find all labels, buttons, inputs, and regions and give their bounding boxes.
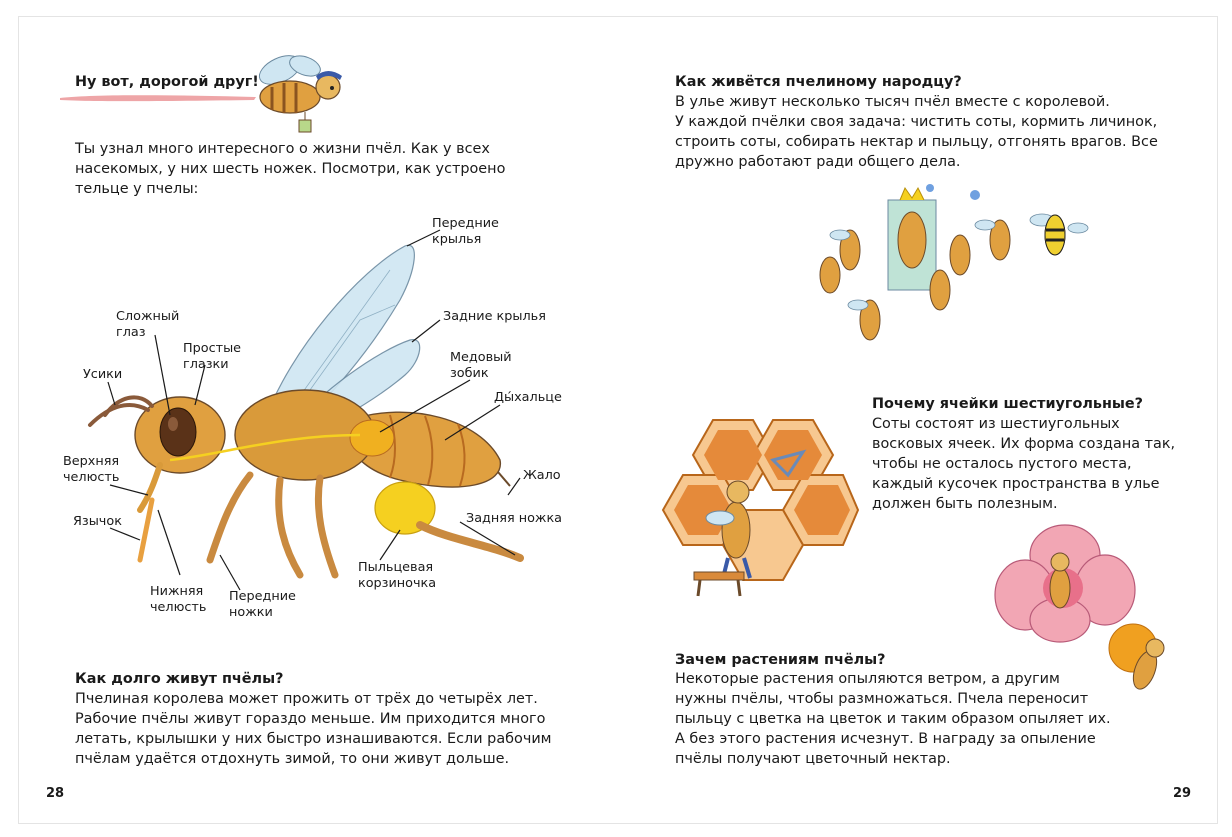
label-hind-wings <box>443 309 546 325</box>
lifespan-line: Рабочие пчёлы живут гораздо меньше. Им приходится много <box>75 711 546 727</box>
intro-line: Ты узнал много интересного о жизни пчёл. Как у всех <box>75 141 490 157</box>
hex-line: должен быть полезным. <box>872 496 1058 512</box>
colony-line: строить соты, собирать нектар и пыльцу, отгонять врагов. Все <box>675 134 1158 150</box>
lifespan-line: пчёлам удаётся отдохнуть зимой, то они живут дольше. <box>75 751 510 767</box>
brush-stroke <box>58 92 258 104</box>
label-front-legs <box>229 589 296 621</box>
label-text: Усики <box>83 367 123 382</box>
page-number-right: 29 <box>1173 786 1192 801</box>
colony-line: дружно работают ради общего дела. <box>675 154 961 170</box>
label-spiracle <box>494 390 562 406</box>
plants-line: нужны пчёлы, чтобы размножаться. Пчела переносит <box>675 691 1089 707</box>
honeycomb-illustration <box>658 400 868 610</box>
lifespan-heading: Как долго живут пчёлы? <box>75 671 284 687</box>
label-text: Ды́хальце <box>494 390 562 405</box>
hex-heading: Почему ячейки шестиугольные? <box>872 396 1144 412</box>
label-text: Верхняя <box>63 454 120 469</box>
colony-heading: Как живётся пчелиному народцу? <box>675 74 962 90</box>
hex-line: восковых ячеек. Их форма создана так, <box>872 436 1176 452</box>
label-text: зобик <box>450 366 489 381</box>
label-text: Нижняя <box>150 584 204 599</box>
intro-line: насекомых, у них шесть ножек. Посмотри, как устроено <box>75 161 506 177</box>
label-text: глазки <box>183 357 229 372</box>
label-simple-eyes <box>183 341 241 373</box>
bee-colony-illustration <box>810 180 1110 370</box>
label-text: Пыльцевая <box>358 560 434 575</box>
label-tongue <box>73 514 122 530</box>
label-text: корзиночка <box>358 576 437 591</box>
hex-line: чтобы не осталось пустого места, <box>872 456 1132 472</box>
intro-line: тельце у пчелы: <box>75 181 199 197</box>
label-text: Задние крылья <box>443 309 546 324</box>
label-text: челюсть <box>150 600 207 615</box>
page-number-left: 28 <box>46 786 65 801</box>
label-text: Передние <box>432 216 499 231</box>
label-text: челюсть <box>63 470 120 485</box>
label-upper-jaw <box>63 454 119 486</box>
label-front-wings <box>432 216 499 248</box>
plants-line: пыльцу с цветка на цветок и таким образом опыляет их. <box>675 711 1111 727</box>
plants-line: А без этого растения исчезнут. В награду за опыление <box>675 731 1096 747</box>
hex-line: каждый кусочек пространства в улье <box>872 476 1160 492</box>
label-compound-eye <box>116 309 179 341</box>
hex-line: Соты состоят из шестиугольных <box>872 416 1120 432</box>
label-pollen-basket <box>358 560 436 592</box>
label-text: Жало <box>523 468 561 483</box>
colony-line: В улье живут несколько тысяч пчёл вместе с королевой. <box>675 94 1110 110</box>
colony-line: У каждой пчёлки своя задача: чистить соты, кормить личинок, <box>675 114 1158 130</box>
label-text: глаз <box>116 325 146 340</box>
label-text: Передние <box>229 589 296 604</box>
label-honey-stomach <box>450 350 512 382</box>
plants-line: Некоторые растения опыляются ветром, а другим <box>675 671 1060 687</box>
label-text: Медовый <box>450 350 512 365</box>
label-text: крылья <box>432 232 482 247</box>
label-text: Язычок <box>73 514 122 529</box>
label-text: Сложный <box>116 309 180 324</box>
label-text: ножки <box>229 605 273 620</box>
plants-line: пчёлы получают цветочный нектар. <box>675 751 951 767</box>
label-lower-jaw <box>150 584 206 616</box>
label-sting <box>523 468 561 484</box>
label-antennae <box>83 367 122 383</box>
greeting-heading: Ну вот, дорогой друг! <box>75 74 259 90</box>
label-hind-leg <box>466 511 562 527</box>
label-text: Задняя ножка <box>466 511 563 526</box>
flying-bee-illustration <box>250 52 360 142</box>
plants-heading: Зачем растениям пчёлы? <box>675 652 886 668</box>
lifespan-line: Пчелиная королева может прожить от трёх до четырёх лет. <box>75 691 538 707</box>
bee-anatomy-diagram <box>60 210 620 610</box>
label-text: Простые <box>183 341 242 356</box>
lifespan-line: летать, крылышки у них быстро изнашиваются. Если рабочим <box>75 731 552 747</box>
